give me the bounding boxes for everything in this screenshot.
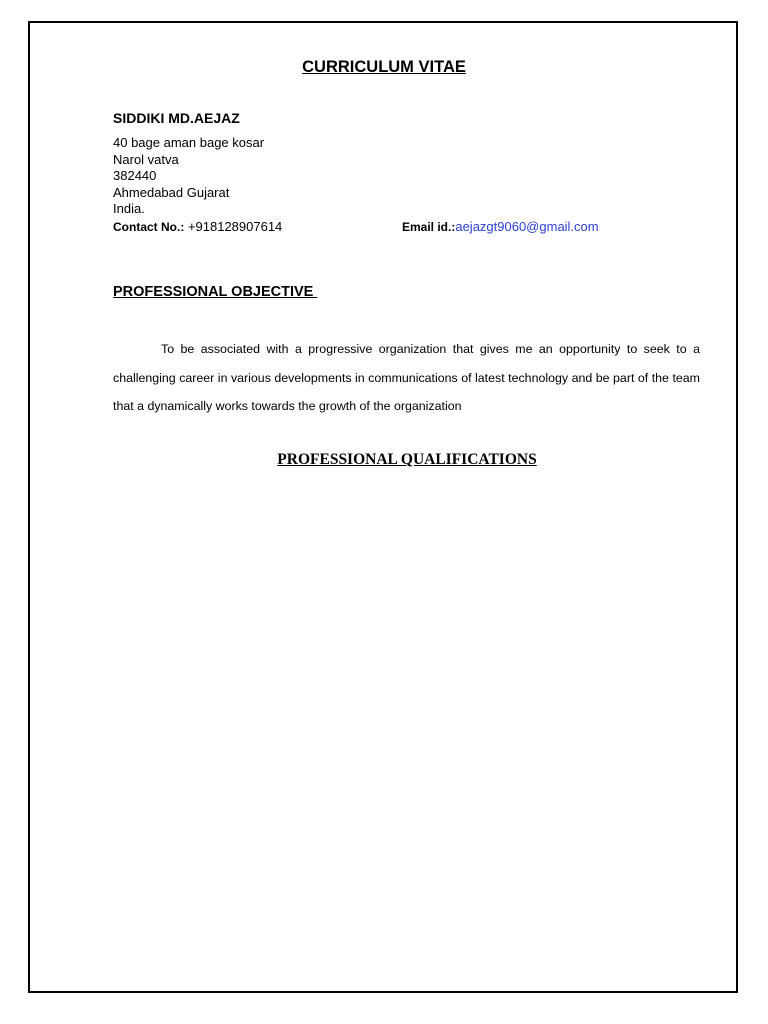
- address-line: 382440: [113, 168, 157, 183]
- candidate-name: SIDDIKI MD.AEJAZ: [113, 110, 240, 126]
- qualifications-heading: PROFESSIONAL QUALIFICATIONS: [277, 451, 537, 468]
- address-line: 40 bage aman bage kosar: [113, 135, 265, 150]
- email-line: [402, 219, 599, 234]
- email-link[interactable]: aejazgt9060@gmail.com: [455, 219, 599, 234]
- contact-line: [113, 219, 282, 234]
- address-line: Ahmedabad Gujarat: [113, 184, 230, 200]
- address-block: [113, 135, 264, 218]
- address-line: Narol vatva: [113, 151, 179, 167]
- contact-number: +918128907614: [184, 219, 283, 234]
- email-label: Email id.:: [402, 220, 456, 234]
- address-line: India.: [113, 201, 145, 216]
- objective-heading: PROFESSIONAL OBJECTIVE: [113, 284, 318, 300]
- objective-text: To be associated with a progressive organization that gives me an opportunity to seek to a challenging career in various developments in communications of latest technology and be part of the team that a dynamically works towards the growth of the organization: [113, 342, 700, 413]
- contact-label: Contact No.:: [113, 220, 185, 234]
- document-title: CURRICULUM VITAE: [302, 58, 466, 76]
